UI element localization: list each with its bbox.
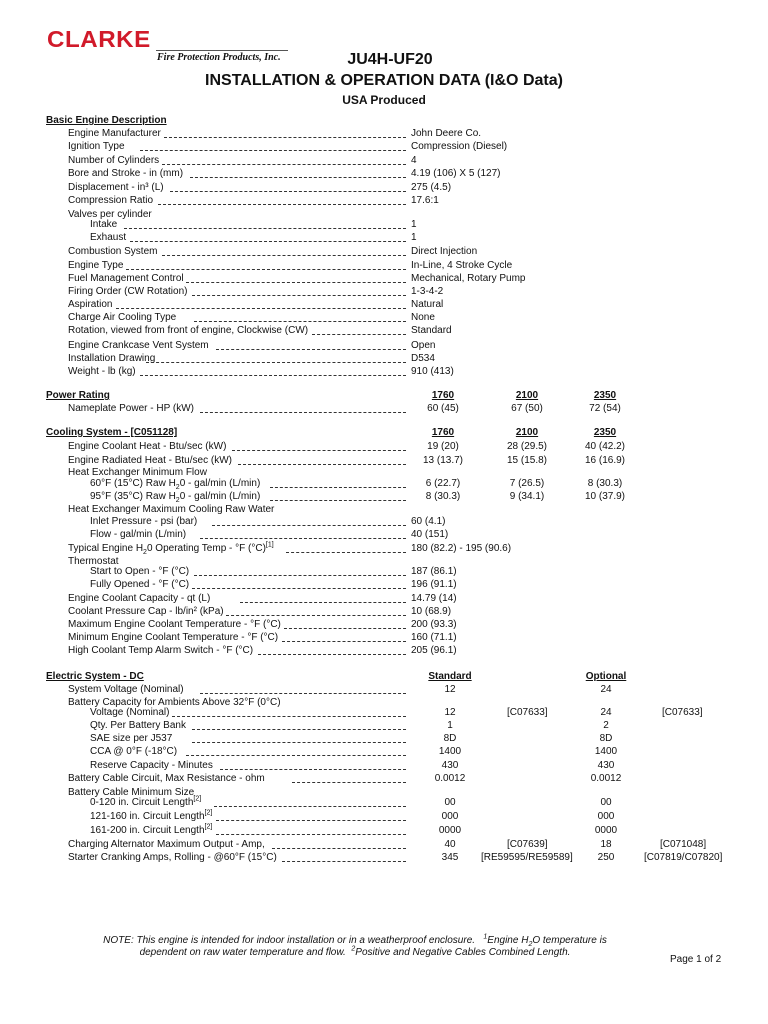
row-value: 00 [444,797,456,808]
row-value: 1 [411,232,417,243]
part-ref: [C07633] [507,707,548,718]
section-heading-electric: Electric System - DC [46,671,144,682]
row-label: 60°F (15°C) Raw $H_20 - gal/\min$ (L/min) [90,478,261,491]
row-label: Fuel Management Control [68,273,184,284]
row-label: Valves per cylinder [68,209,152,220]
leader-line [272,848,406,849]
row-label: Minimum Engine Coolant Temperature - °F (°C) [68,632,279,643]
row-label: 161-200 in. Circuit Length[2] [90,823,213,836]
row-value: 24 [600,684,612,695]
row-label: CCA @ 0°F (-18°C) [90,746,178,757]
leader-line [140,150,406,151]
row-value: 2 [603,720,609,731]
row-value: 1 [447,720,453,731]
leader-line [240,602,406,603]
leader-line [162,164,406,165]
row-label: Intake [90,219,118,230]
row-value: 17.6:1 [411,195,439,206]
row-value: 67 (50) [511,403,543,414]
row-label: Flow - gal/min (L/min) [90,529,187,540]
row-value: 15 (15.8) [506,455,548,466]
leader-line [170,191,406,192]
row-label: Battery Cable Minimum Size [68,787,195,798]
leader-line [116,308,406,309]
leader-line [282,861,406,862]
row-value: 13 (13.7) [422,455,464,466]
row-value: 1-3-4-2 [411,286,444,297]
row-label: Thermostat [68,556,119,567]
row-label: 0-120 in. Circuit Length[2] [90,795,202,808]
section-heading-cooling: Cooling System - [C051128] [46,427,178,438]
row-label: Coolant Pressure Cap - lb/in² (kPa) [68,606,224,617]
row-value: 0.0012 [590,773,622,784]
row-label: Starter Cranking Amps, Rolling - @60°F (15°C) [68,852,277,863]
row-value: None [411,312,435,323]
row-value: 8 (30.3) [587,478,623,489]
section-heading-power: Power Rating [46,390,110,401]
row-value: 10 (68.9) [411,606,452,617]
row-value: Natural [411,299,444,310]
row-value: 187 (86.1) [411,566,457,577]
row-value: 000 [597,811,615,822]
row-value: 7 (26.5) [509,478,545,489]
row-label: Aspiration [68,299,113,310]
row-value: 19 (20) [427,441,459,452]
row-value: 196 (91.1) [411,579,457,590]
footer-note-line1: NOTE: This engine is intended for indoor installation or in a weatherproof enclosure. $^1$Engine $H_2O$ temperature is [103,933,607,948]
row-label: Qty. Per Battery Bank [90,720,186,731]
leader-line [284,628,406,629]
row-value: 0000 [594,825,618,836]
row-value: 14.79 (14) [411,593,457,604]
leader-line [158,204,406,205]
row-label: Heat Exchanger Minimum Flow [68,467,207,478]
leader-line [232,450,406,451]
rpm-column-header: 2350 [593,427,617,438]
leader-line [194,321,406,322]
leader-line [130,241,406,242]
leader-line [164,137,406,138]
leader-line [140,375,406,376]
row-value: 28 (29.5) [506,441,548,452]
row-label: Engine Coolant Capacity - qt (L) [68,593,211,604]
part-ref: [RE59595/RE59589] [481,852,573,863]
row-value: 1400 [594,746,618,757]
leader-line [186,282,406,283]
row-value: Standard [411,325,452,336]
row-value: 40 [444,839,456,850]
row-value: 1400 [438,746,462,757]
row-value: 60 (4.1) [411,516,446,527]
row-value: 430 [597,760,615,771]
row-label: Start to Open - °F (°C) [90,566,190,577]
row-value: Mechanical, Rotary Pump [411,273,526,284]
row-label: Fully Opened - °F (°C) [90,579,190,590]
leader-line [220,769,406,770]
leader-line [312,334,406,335]
leader-line [162,255,406,256]
row-label: Displacement - in³ (L) [68,182,164,193]
row-label: Engine Manufacturer [68,128,161,139]
part-ref: [C07639] [507,839,548,850]
row-value: 24 [600,707,612,718]
leader-line [212,525,406,526]
clarke-logo: CLARKE [47,26,151,52]
leader-line [146,362,406,363]
row-label: Compression Ratio [68,195,154,206]
rpm-column-header: 1760 [431,427,455,438]
row-value: John Deere Co. [411,128,482,139]
row-value: 40 (151) [411,529,449,540]
row-label: SAE size per J537 [90,733,173,744]
leader-line [190,177,406,178]
row-label: Inlet Pressure - psi (bar) [90,516,198,527]
leader-line [286,552,406,553]
row-label: Charge Air Cooling Type [68,312,177,323]
row-value: 200 (93.3) [411,619,457,630]
row-label: Heat Exchanger Maximum Cooling Raw Water [68,504,275,515]
row-value: 275 (4.5) [411,182,452,193]
row-value: 9 (34.1) [509,491,545,502]
row-value: In-Line, 4 Stroke Cycle [411,260,513,271]
row-label: Exhaust [90,232,127,243]
row-value: 72 (54) [589,403,621,414]
row-value: Compression (Diesel) [411,141,508,152]
row-value: 1 [411,219,417,230]
leader-line [270,487,406,488]
leader-line [172,716,406,717]
leader-line [200,693,406,694]
rpm-column-header: 2100 [515,427,539,438]
row-value: Open [411,340,436,351]
row-label: Typical Engine $H_20$ Operating Temp - °F (°C)[1] [68,541,274,556]
row-value: 160 (71.1) [411,632,457,643]
row-label: Engine Type [68,260,124,271]
row-label: Reserve Capacity - Minutes [90,760,213,771]
leader-line [124,228,406,229]
row-value: 60 (45) [427,403,459,414]
row-value: 00 [600,797,612,808]
leader-line [292,782,406,783]
leader-line [216,820,406,821]
document-title: INSTALLATION & OPERATION DATA (I&O Data) [205,72,563,89]
leader-line [192,729,406,730]
row-label: 121-160 in. Circuit Length[2] [90,809,213,822]
leader-line [216,349,406,350]
row-value: 345 [441,852,459,863]
row-label: Engine Crankcase Vent System [68,340,209,351]
leader-line [214,806,406,807]
document-subtitle: USA Produced [342,93,426,107]
row-value: 8 (30.3) [425,491,461,502]
part-ref: [C07633] [662,707,703,718]
row-label: High Coolant Temp Alarm Switch - °F (°C) [68,645,254,656]
part-ref: [C07819/C07820] [644,852,723,863]
row-value: 000 [441,811,459,822]
leader-line [258,654,406,655]
section-heading-basic: Basic Engine Description [46,115,167,126]
row-value: 4 [411,155,417,166]
row-label: Battery Capacity for Ambients Above 32°F (0°C) [68,697,281,708]
row-value: 430 [441,760,459,771]
leader-line [126,269,406,270]
row-label: Engine Radiated Heat - Btu/sec (kW) [68,455,232,466]
row-value: 10 (37.9) [584,491,626,502]
leader-line [192,742,406,743]
row-label: Maximum Engine Coolant Temperature - °F (°C) [68,619,281,630]
row-value: 40 (42.2) [584,441,626,452]
row-label: Weight - lb (kg) [68,366,136,377]
leader-line [282,641,406,642]
row-value: 6 (22.7) [425,478,461,489]
row-value: 0000 [438,825,462,836]
row-value: 4.19 (106) X 5 (127) [411,168,501,179]
row-label: System Voltage (Nominal) [68,684,184,695]
row-value: 205 (96.1) [411,645,457,656]
row-label: 95°F (35°C) Raw $H_20 - gal/\min$ (L/min) [90,491,261,504]
page-number: Page 1 of 2 [670,954,722,965]
row-value: D534 [411,353,435,364]
row-value: Direct Injection [411,246,478,257]
row-label: Engine Coolant Heat - Btu/sec (kW) [68,441,227,452]
leader-line [200,412,406,413]
row-label: Installation Drawing [68,353,156,364]
row-label: Rotation, viewed from front of engine, Clockwise (CW) [68,325,309,336]
row-value: 910 (413) [411,366,454,377]
leader-line [238,464,406,465]
optional-column-header: Optional [585,671,627,682]
leader-line [192,295,406,296]
row-label: Combustion System [68,246,158,257]
row-label: Battery Cable Circuit, Max Resistance - ohm [68,773,265,784]
row-label: Charging Alternator Maximum Output - Amp, [68,839,265,850]
row-label: Bore and Stroke - in (mm) [68,168,184,179]
rpm-column-header: 2350 [593,390,617,401]
standard-column-header: Standard [428,671,472,682]
leader-line [200,538,406,539]
footer-note-line2: dependent on raw water temperature and flow. $^2$Positive and Negative Cables Combined Length. [139,945,571,958]
model-title: JU4H-UF20 [347,51,433,68]
rpm-column-header: 1760 [431,390,455,401]
leader-line [194,575,406,576]
row-label: Number of Cylinders [68,155,160,166]
row-value: 0.0012 [434,773,466,784]
row-label: Ignition Type [68,141,125,152]
row-value: 12 [444,707,456,718]
rpm-column-header: 2100 [515,390,539,401]
row-value: 16 (16.9) [584,455,626,466]
row-label: Voltage (Nominal) [90,707,170,718]
row-label: Nameplate Power - HP (kW) [68,403,194,414]
leader-line [226,615,406,616]
row-value: 250 [597,852,615,863]
leader-line [216,834,406,835]
row-value: 18 [600,839,612,850]
leader-line [270,500,406,501]
leader-line [186,755,406,756]
row-value: 8D [599,733,613,744]
part-ref: [C071048] [660,839,707,850]
row-value: 8D [443,733,457,744]
row-label: Firing Order (CW Rotation) [68,286,188,297]
leader-line [192,588,406,589]
logo-subtitle: Fire Protection Products, Inc. [157,52,281,63]
row-value: 180 (82.2) - 195 (90.6) [411,543,512,554]
row-value: 12 [444,684,456,695]
